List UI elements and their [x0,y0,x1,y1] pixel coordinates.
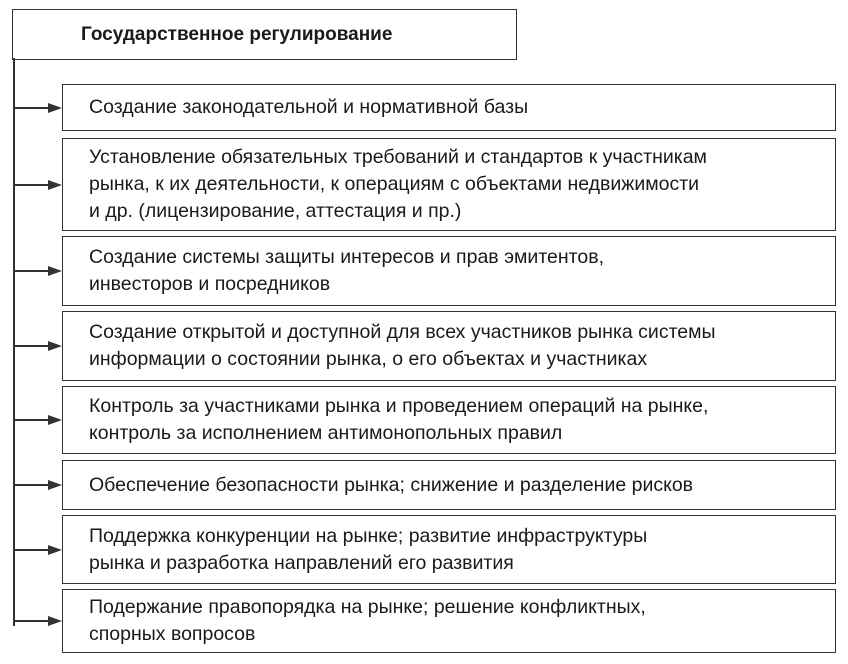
regulation-item-3 [62,236,836,306]
item-text-line: рынка и разработка направлений его развития [89,551,514,574]
connector-arrow-icon [14,340,62,352]
item-text-line: Обеспечение безопасности рынка; снижение и разделение рисков [89,473,694,496]
item-text-line: рынка, к их деятельности, к операциям с объектами недвижимости [89,173,700,195]
item-text-line: Контроль за участниками рынка и проведением операций на рынке, [89,395,709,417]
connector-arrow-icon [14,265,62,277]
regulation-item-8 [62,589,836,653]
item-text-line: и др. (лицензирование, аттестация и пр.) [89,200,462,222]
connector-arrow-icon [14,414,62,426]
item-text-line: Создание законодательной и нормативной базы [89,96,529,118]
regulation-item-6 [62,460,836,510]
regulation-item-2 [62,138,836,231]
connector-arrow-icon [14,102,62,114]
regulation-item-4 [62,311,836,381]
regulation-item-1 [62,84,836,131]
item-text-line: Подержание правопорядка на рынке; решение конфликтных, [89,596,646,618]
diagram-title: Государственное регулирование [81,23,393,45]
item-text-line: Создание системы защиты интересов и прав эмитентов, [89,246,604,268]
connector-arrow-icon [14,179,62,191]
item-text-line: информации о состоянии рынка, о его объектах и участниках [89,348,648,370]
item-text-line: спорных вопросов [89,623,256,645]
item-text-line: Установление обязательных требований и стандартов к участникам [89,146,707,168]
item-text-line: Создание открытой и доступной для всех участников рынка системы [89,321,716,343]
regulation-item-5 [62,386,836,454]
connector-arrow-icon [14,544,62,556]
diagram-title-box [12,9,517,60]
item-text-line: инвесторов и посредников [89,273,331,295]
connector-arrow-icon [14,479,62,491]
item-text-line: Поддержка конкуренции на рынке; развитие инфраструктуры [89,524,648,547]
connector-arrow-icon [14,615,62,627]
regulation-item-7 [62,515,836,584]
item-text-line: контроль за исполнением антимонопольных правил [89,422,563,444]
